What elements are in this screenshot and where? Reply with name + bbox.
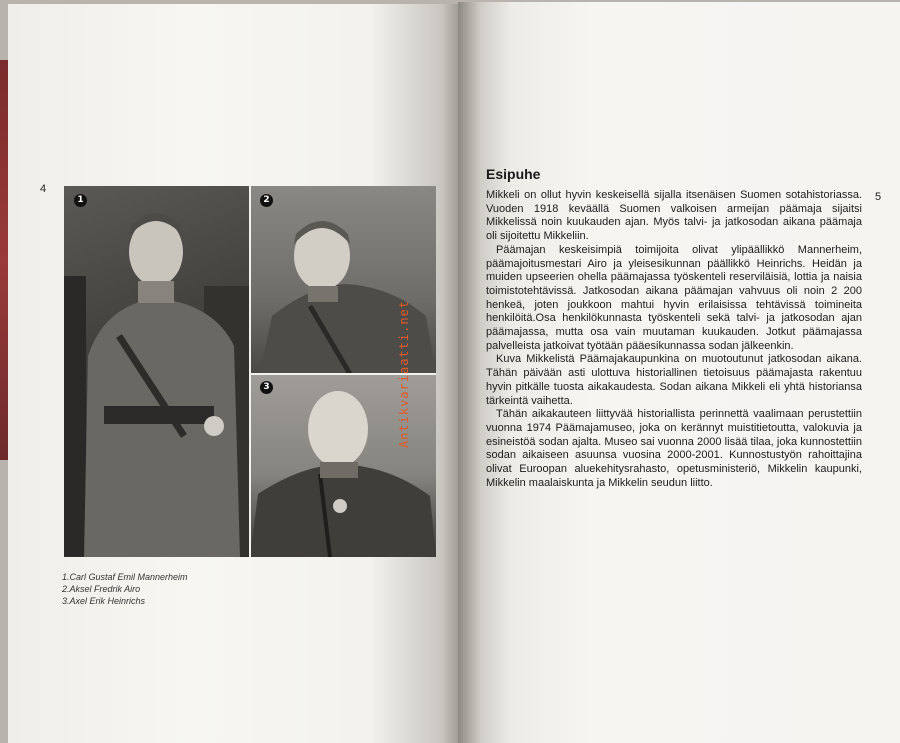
right-page-number: 5 [875, 191, 882, 203]
article-title: Esipuhe [486, 166, 541, 182]
caption-1: 1.Carl Gustaf Emil Mannerheim [62, 572, 188, 582]
number-badge-icon: 2 [260, 194, 273, 207]
cover-edge [0, 60, 8, 460]
watermark: Antikvariaatti.net [397, 300, 411, 449]
photo-divider [249, 186, 251, 557]
number-badge-icon: 1 [74, 194, 87, 207]
paragraph: Kuva Mikkelistä Päämajakaupunkina on muotoutunut jatkosodan aikana. Tähän päivään asti ulottuva historiallinen tietoisuus päämajasta rakentuu hyvin pitkälle tuosta aikakaudesta. Sodan aikana Mikkeli eli yhtä historiansa tärkeintä vaihetta. [486, 353, 862, 407]
photo-captions [62, 571, 188, 607]
caption-2: 2.Aksel Fredrik Airo [62, 584, 141, 594]
paragraph: Tähän aikakauteen liittyvää historiallista perinnettä vaalimaan perustettiin vuonna 1974 Päämajamuseo, joka on kerännyt muistitietoutta, valokuvia ja esineistöä sodan ajalta. Museo sai vuonna 2000 lisää tilaa, joka kunnostettiin sodan aikaiseen asuunsa vuosina 2000-2001. Kunnostustyön rahoittajina olivat Euroopan aluekehitysrahasto, opetusministeriö, Mikkelin kaupunki, Mikkelin maalaiskunta ja Mikkelin seudun liitto. [486, 408, 862, 489]
paragraph: Päämajan keskeisimpiä toimijoita olivat ylipäällikkö Mannerheim, päämajoitusmestari Airo ja yleisesikunnan päällikkö Heinrichs. Heidän ja muiden upseerien ohella päämajassa työskenteli reserviläisiä, lottia ja naisia toimistotehtävissä. Jatkosodan aikana päämajan vahvuus oli noin 2 200 henkeä, joten joukkoon mahtui hyvin erilaisissa tehtävissä toimineita henkilöitä.Osa henkilökunnasta työskenteli sekä talvi- ja jatkosodan ajan päämajassa, mutta osa vain muutaman kuukauden. Jotkut päämajassa palvelleista jatkoivat työtään pääesikunnassa sodan jälkeenkin. [486, 243, 862, 352]
photo-mannerheim [64, 186, 250, 557]
left-page-number: 4 [40, 183, 47, 195]
paragraph: Mikkeli on ollut hyvin keskeisellä sijalla itsenäisen Suomen sotahistoriassa. Vuoden 1918 keväällä Suomen valkoisen armeijan päämaja sijaitsi Mikkelissä noin kuukauden ajan. Myös talvi- ja jatkosodan aikana päämaja oli sijoitettu Mikkeliin. [486, 189, 862, 243]
portrait-figure-1 [64, 186, 250, 557]
caption-3: 3.Axel Erik Heinrichs [62, 596, 146, 606]
article-body [486, 189, 862, 490]
number-badge-icon: 3 [260, 381, 273, 394]
